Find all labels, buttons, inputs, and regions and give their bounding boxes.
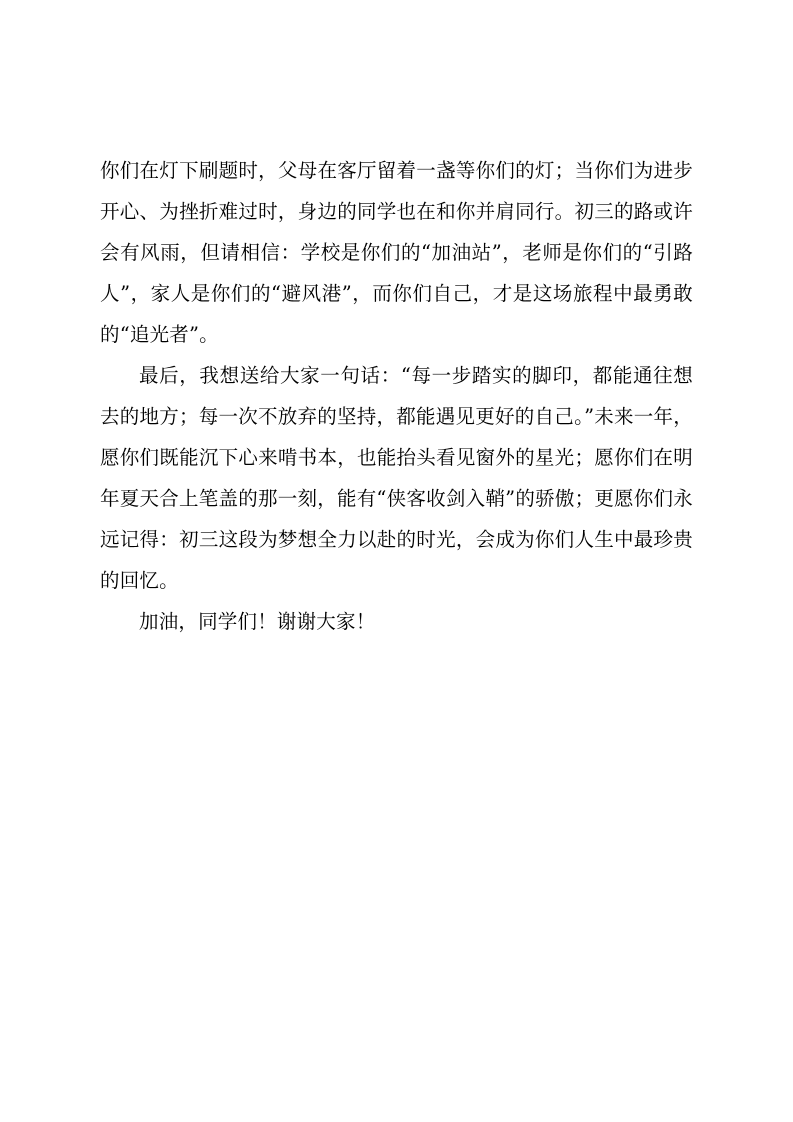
paragraph-1: 你们在灯下刷题时，父母在客厅留着一盏等你们的灯；当你们为进步开心、为挫折难过时，身边的同学也在和你并肩同行。初三的路或许会有风雨，但请相信：学校是你们的“加油站”，老师是你们的“引路人”，家人是你们的“避风港”，而你们自己，才是这场旅程中最勇敢的“追光者”。 bbox=[100, 159, 693, 346]
document-body bbox=[100, 150, 693, 642]
paragraph-3: 加油，同学们！谢谢大家！ bbox=[139, 610, 376, 633]
paragraph-2: 最后，我想送给大家一句话：“每一步踏实的脚印，都能通往想去的地方；每一次不放弃的坚持，都能遇见更好的自己。”未来一年，愿你们既能沉下心来啃书本，也能抬头看见窗外的星光；愿你们在明年夏天合上笔盖的那一刻，能有“侠客收剑入鞘”的骄傲；更愿你们永远记得：初三这段为梦想全力以赴的时光，会成为你们人生中最珍贵的回忆。 bbox=[100, 364, 693, 592]
